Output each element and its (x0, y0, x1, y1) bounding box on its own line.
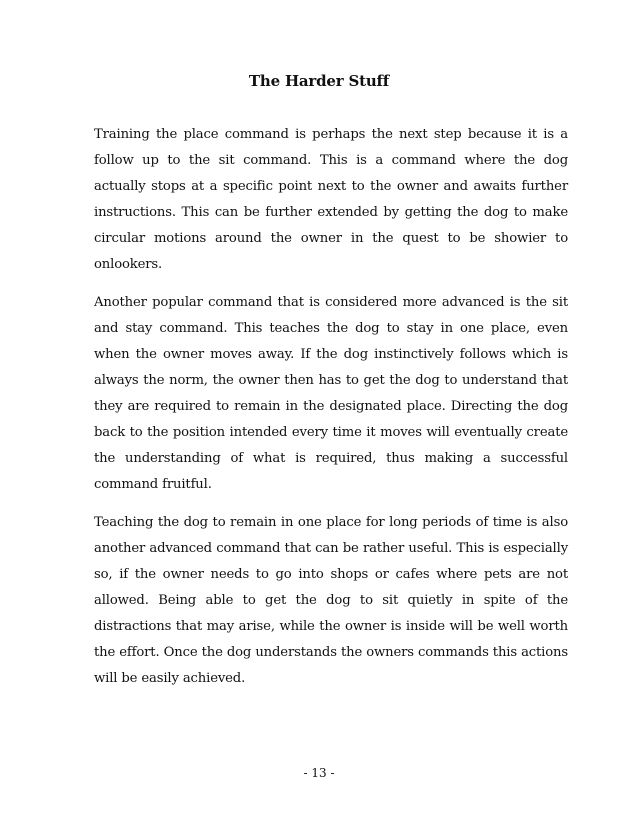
page-number: - 13 - (303, 766, 335, 780)
paragraph-2: Another popular command that is considered more advanced is the sit and stay command. This teaches the dog to stay in one place, even when the owner moves away. If the dog instinctively follows which is always the norm, the owner then has to get the dog to understand that they are required to remain in the designated place. Directing the dog back to the position intended every time it moves will eventually create the understanding of what is required, thus making a successful command fruitful. (94, 295, 568, 492)
paragraph-1: Training the place command is perhaps the next step because it is a follow up to the sit command. This is a command where the dog actually stops at a specific point next to the owner and awaits further instructions. This can be further extended by getting the dog to make circular motions around the owner in the quest to be showier to onlookers. (94, 127, 568, 272)
body-text (94, 122, 568, 704)
page-title: The Harder Stuff (248, 72, 390, 90)
paragraph-3: Teaching the dog to remain in one place for long periods of time is also another advanced command that can be rather useful. This is especially so, if the owner needs to go into shops or cafes where pets are not allowed. Being able to get the dog to sit quietly in spite of the distractions that may arise, while the owner is inside will be well worth the effort. Once the dog understands the owners commands this actions will be easily achieved. (94, 515, 568, 686)
